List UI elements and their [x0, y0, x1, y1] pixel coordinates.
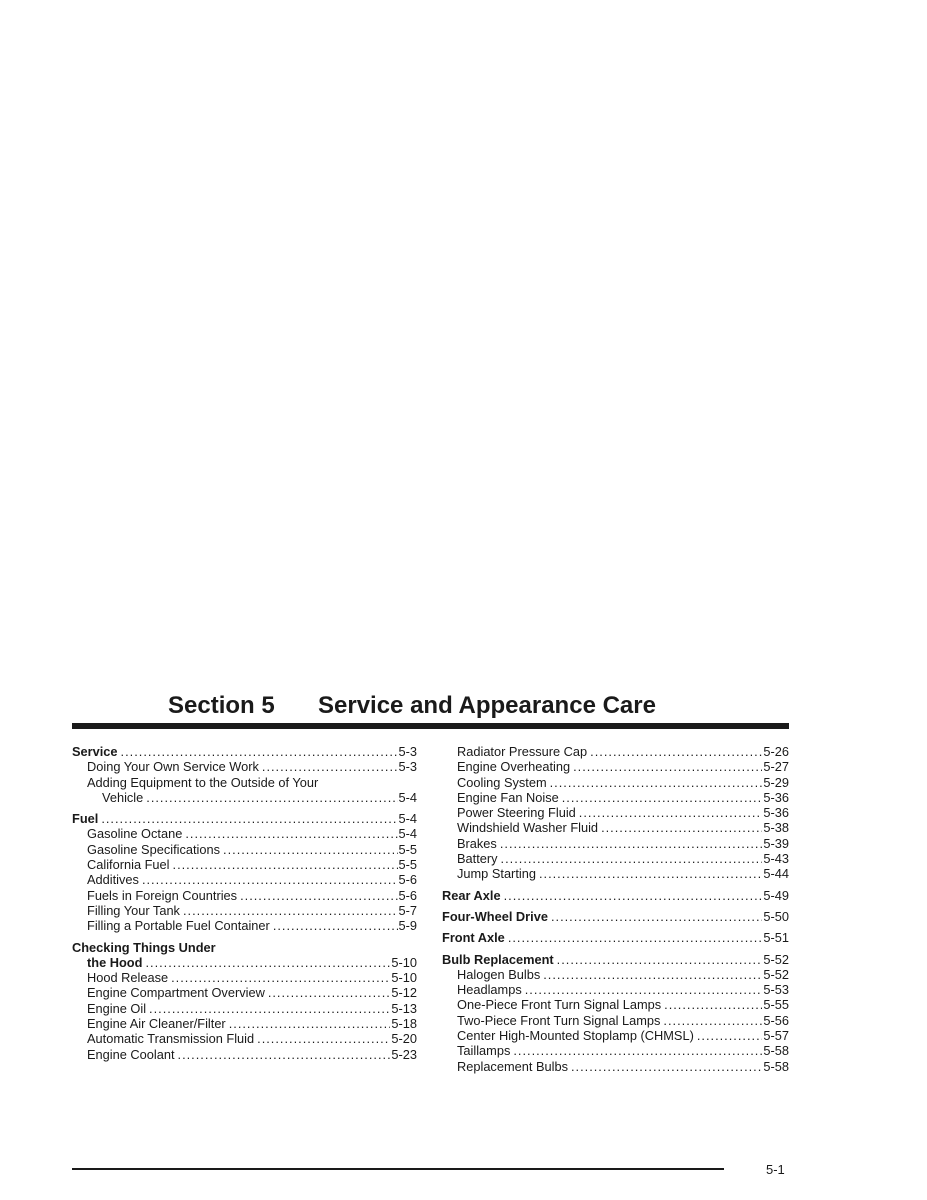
toc-entry-title: Additives — [87, 872, 139, 888]
dot-leader — [500, 836, 763, 851]
dot-leader — [550, 775, 763, 790]
toc-entry-title: Two-Piece Front Turn Signal Lamps — [457, 1012, 661, 1028]
toc-entry[interactable] — [72, 985, 417, 1000]
toc-entry-title: Vehicle — [102, 789, 144, 805]
toc-entry-title: Gasoline Specifications — [87, 841, 221, 857]
dot-leader — [551, 909, 762, 924]
toc-entry-title: Engine Coolant — [87, 1046, 175, 1062]
toc-entry[interactable] — [442, 909, 789, 924]
toc-entry[interactable] — [442, 1043, 789, 1058]
toc-left-column — [72, 744, 417, 1062]
dot-leader — [146, 790, 397, 805]
dot-leader — [508, 930, 763, 945]
toc-entry[interactable] — [442, 836, 789, 851]
toc-entry-title: Replacement Bulbs — [457, 1058, 568, 1074]
toc-entry-page: 5-3 — [398, 759, 417, 775]
toc-entry[interactable] — [72, 857, 417, 872]
section-heading — [168, 690, 656, 722]
toc-entry-title: Checking Things Under — [72, 939, 216, 955]
toc-entry-page: 5-13 — [391, 1000, 417, 1016]
dot-leader — [240, 888, 397, 903]
toc-entry-title: One-Piece Front Turn Signal Lamps — [457, 997, 662, 1013]
toc-entry[interactable] — [72, 775, 417, 790]
toc-entry[interactable] — [442, 967, 789, 982]
toc-entry[interactable] — [442, 1028, 789, 1043]
toc-entry-page: 5-7 — [398, 902, 417, 918]
toc-entry[interactable] — [72, 903, 417, 918]
toc-entry-title: Fuel — [72, 811, 99, 827]
toc-entry-title: Engine Compartment Overview — [87, 985, 265, 1001]
toc-entry-page: 5-4 — [398, 789, 417, 805]
toc-entry-title: Windshield Washer Fluid — [457, 820, 599, 836]
toc-entry-title: Bulb Replacement — [442, 951, 554, 967]
dot-leader — [262, 759, 398, 774]
toc-entry[interactable] — [442, 952, 789, 967]
toc-entry-title: Front Axle — [442, 930, 505, 946]
dot-leader — [601, 820, 762, 835]
toc-entry-title: Jump Starting — [457, 866, 536, 882]
section-title: Service and Appearance Care — [318, 692, 656, 719]
toc-entry-page: 5-6 — [398, 872, 417, 888]
toc-entry[interactable] — [442, 1059, 789, 1074]
dot-leader — [664, 997, 762, 1012]
toc-entry-page: 5-3 — [398, 744, 417, 759]
toc-entry[interactable] — [442, 851, 789, 866]
toc-entry-page: 5-52 — [763, 966, 789, 982]
toc-entry[interactable] — [442, 1013, 789, 1028]
toc-entry-title: Engine Overheating — [457, 759, 571, 775]
dot-leader — [543, 967, 762, 982]
toc-right-column — [442, 744, 789, 1074]
toc-entry[interactable] — [72, 918, 417, 933]
dot-leader — [273, 918, 398, 933]
footer-rule — [72, 1168, 724, 1170]
toc-entry-title: Radiator Pressure Cap — [457, 744, 588, 759]
toc-entry[interactable] — [72, 811, 417, 826]
toc-entry-page: 5-58 — [763, 1058, 789, 1074]
toc-entry-title: Engine Air Cleaner/Filter — [87, 1016, 226, 1032]
toc-entry-title: Brakes — [457, 835, 497, 851]
toc-entry-title: Filling a Portable Fuel Container — [87, 918, 270, 934]
toc-entry-title: Center High-Mounted Stoplamp (CHMSL) — [457, 1028, 694, 1044]
dot-leader — [557, 952, 763, 967]
heading-rule — [72, 723, 789, 729]
dot-leader — [525, 982, 763, 997]
toc-entry-title: Battery — [457, 851, 498, 867]
toc-entry[interactable] — [72, 1047, 417, 1062]
toc-entry[interactable] — [442, 997, 789, 1012]
toc-entry[interactable] — [442, 982, 789, 997]
toc-entry-title: Power Steering Fluid — [457, 805, 576, 821]
dot-leader — [268, 985, 391, 1000]
toc-entry[interactable] — [442, 930, 789, 945]
toc-entry-title: Rear Axle — [442, 887, 501, 903]
toc-entry-page: 5-18 — [391, 1016, 417, 1032]
toc-entry-title: Gasoline Octane — [87, 826, 183, 842]
toc-entry[interactable] — [72, 940, 417, 955]
toc-entry-page: 5-55 — [763, 997, 789, 1013]
toc-entry-page: 5-51 — [763, 930, 789, 946]
toc-entry-page: 5-26 — [763, 744, 789, 759]
toc-entry-page: 5-57 — [763, 1028, 789, 1044]
toc-entry-page: 5-20 — [391, 1031, 417, 1047]
dot-leader — [229, 1016, 391, 1031]
toc-entry[interactable] — [442, 820, 789, 835]
toc-entry-page: 5-38 — [763, 820, 789, 836]
toc-entry[interactable] — [442, 775, 789, 790]
toc-entry[interactable] — [72, 872, 417, 887]
toc-entry-page: 5-4 — [398, 811, 417, 827]
toc-entry[interactable] — [72, 744, 417, 759]
toc-entry-page: 5-9 — [398, 918, 417, 934]
toc-entry-title: Doing Your Own Service Work — [87, 759, 259, 775]
toc-entry-title: Fuels in Foreign Countries — [87, 887, 238, 903]
dot-leader — [257, 1031, 390, 1046]
dot-leader — [504, 888, 763, 903]
dot-leader — [697, 1028, 763, 1043]
dot-leader — [579, 805, 763, 820]
page-number: 5-1 — [766, 1162, 785, 1177]
toc-entry-page: 5-44 — [763, 866, 789, 882]
toc-entry-title: the Hood — [87, 954, 143, 970]
toc-entry-title: Headlamps — [457, 982, 522, 998]
toc-entry[interactable] — [442, 805, 789, 820]
toc-entry-page: 5-58 — [763, 1043, 789, 1059]
toc-entry-title: Taillamps — [457, 1043, 511, 1059]
toc-entry-page: 5-50 — [763, 908, 789, 924]
toc-entry[interactable] — [442, 759, 789, 774]
toc-entry[interactable] — [442, 744, 789, 759]
dot-leader — [590, 744, 762, 759]
toc-entry-title: Adding Equipment to the Outside of Your — [87, 774, 319, 790]
dot-leader — [501, 851, 763, 866]
toc-entry-page: 5-5 — [398, 841, 417, 857]
toc-entry[interactable] — [72, 955, 417, 970]
toc-entry-title: Filling Your Tank — [87, 902, 180, 918]
dot-leader — [149, 1001, 390, 1016]
toc-entry-page: 5-56 — [763, 1012, 789, 1028]
dot-leader — [223, 842, 397, 857]
toc-entry[interactable] — [72, 1031, 417, 1046]
toc-entry-page: 5-29 — [763, 774, 789, 790]
toc-entry-page: 5-6 — [398, 887, 417, 903]
toc-entry[interactable] — [442, 866, 789, 881]
toc-entry-page: 5-12 — [391, 985, 417, 1001]
toc-entry[interactable] — [72, 790, 417, 805]
toc-entry-page: 5-39 — [763, 835, 789, 851]
toc-entry-page: 5-52 — [763, 951, 789, 967]
toc-entry-page: 5-49 — [763, 887, 789, 903]
toc-entry-title: California Fuel — [87, 857, 170, 873]
toc-entry-title: Four-Wheel Drive — [442, 908, 548, 924]
dot-leader — [142, 872, 398, 887]
toc-entry[interactable] — [72, 759, 417, 774]
dot-leader — [573, 759, 762, 774]
toc-entry[interactable] — [72, 826, 417, 841]
toc-entry[interactable] — [72, 1016, 417, 1031]
toc-entry-page: 5-53 — [763, 982, 789, 998]
toc-entry-page: 5-43 — [763, 851, 789, 867]
toc-entry[interactable] — [442, 888, 789, 903]
dot-leader — [571, 1059, 762, 1074]
toc-entry[interactable] — [442, 790, 789, 805]
toc-entry[interactable] — [72, 888, 417, 903]
toc-entry-page: 5-27 — [763, 759, 789, 775]
toc-entry-title: Hood Release — [87, 970, 169, 986]
toc-entry-title: Halogen Bulbs — [457, 966, 541, 982]
toc-entry-page: 5-36 — [763, 789, 789, 805]
toc-entry-title: Service — [72, 744, 118, 759]
toc-entry-page: 5-36 — [763, 805, 789, 821]
toc-entry-page: 5-10 — [391, 970, 417, 986]
dot-leader — [171, 970, 390, 985]
toc-entry-title: Automatic Transmission Fluid — [87, 1031, 255, 1047]
dot-leader — [178, 1047, 391, 1062]
toc-entry-page: 5-5 — [398, 857, 417, 873]
section-number: Section 5 — [168, 692, 275, 719]
toc-entry[interactable] — [72, 842, 417, 857]
dot-leader — [183, 903, 398, 918]
toc-entry-page: 5-23 — [391, 1046, 417, 1062]
dot-leader — [562, 790, 763, 805]
dot-leader — [101, 811, 397, 826]
dot-leader — [539, 866, 762, 881]
toc-entry-page: 5-10 — [391, 954, 417, 970]
toc-entry-page: 5-4 — [398, 826, 417, 842]
toc-entry[interactable] — [72, 970, 417, 985]
dot-leader — [145, 955, 390, 970]
toc-entry-title: Engine Fan Noise — [457, 789, 559, 805]
dot-leader — [173, 857, 398, 872]
toc-entry-title: Cooling System — [457, 774, 547, 790]
toc-entry[interactable] — [72, 1001, 417, 1016]
dot-leader — [185, 826, 397, 841]
dot-leader — [513, 1043, 762, 1058]
toc-entry-title: Engine Oil — [87, 1000, 147, 1016]
dot-leader — [663, 1013, 762, 1028]
dot-leader — [121, 744, 398, 759]
